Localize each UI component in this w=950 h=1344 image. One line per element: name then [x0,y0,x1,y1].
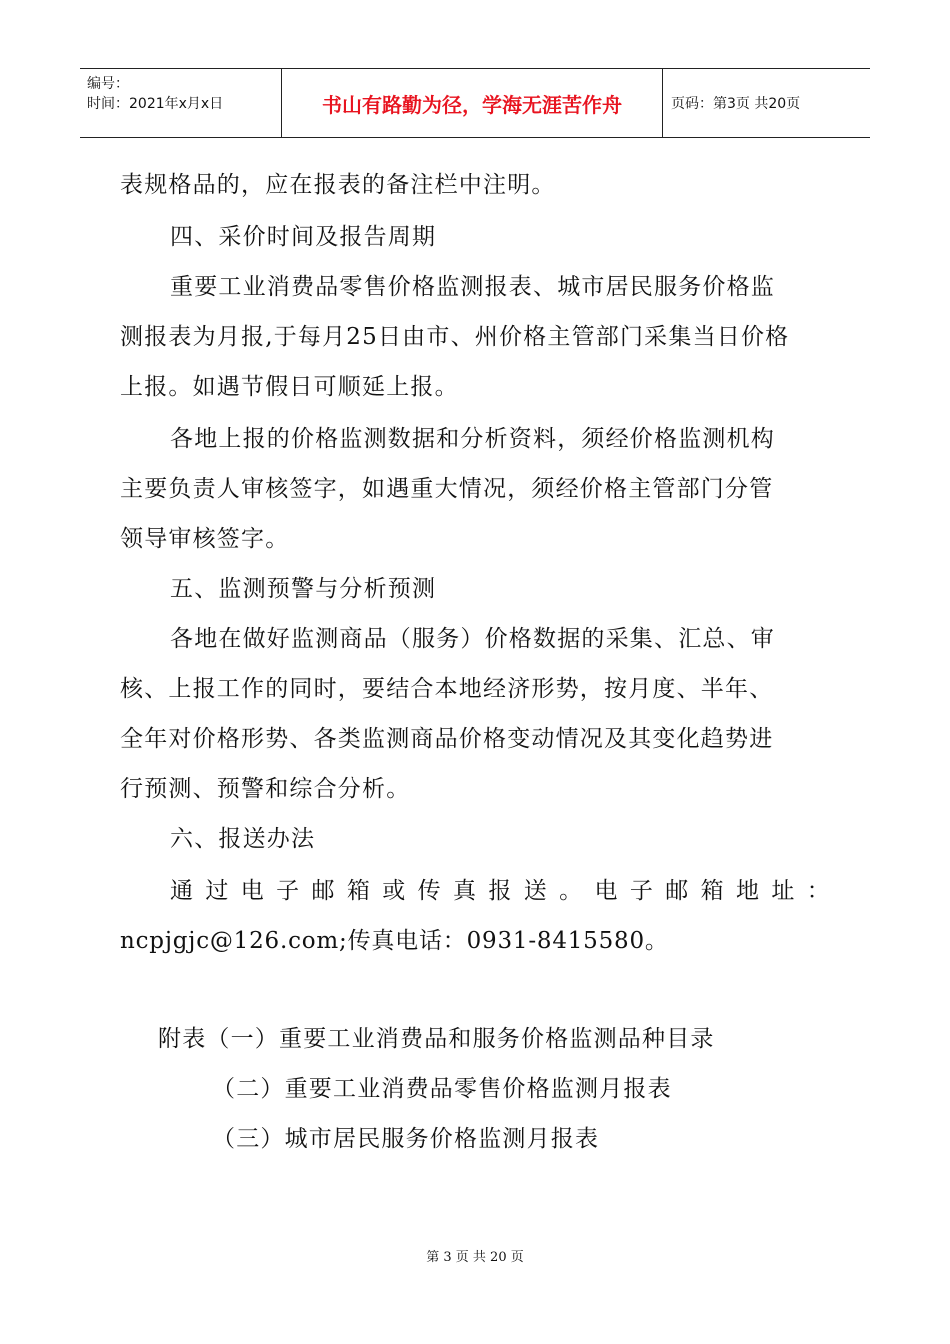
text-line: 测报表为月报,于每月25日由市、州价格主管部门采集当日价格 [120,324,790,350]
text-line: ncpjgjc@126.com;传真电话：0931-8415580。 [120,928,669,954]
text-char: 地 [736,878,759,904]
text-char: 送 [523,878,547,904]
text-line: 表规格品的，应在报表的备注栏中注明。 [120,172,556,198]
text-char: 过 [205,878,229,904]
text-line: 各地上报的价格监测数据和分析资料，须经价格监测机构 [170,426,775,452]
text-char: 电 [594,878,618,904]
header-meta [80,69,282,137]
text-char: 或 [382,878,406,904]
text-char: 传 [417,878,441,904]
attachment-item: （三）城市居民服务价格监测月报表 [212,1126,600,1152]
text-line: 主要负责人审核签字，如遇重大情况，须经价格主管部门分管 [120,476,774,502]
section-heading: 四、采价时间及报告周期 [170,224,437,250]
attachment-item: 附表（一）重要工业消费品和服务价格监测品种目录 [158,1026,715,1052]
text-char: 箱 [700,878,724,904]
text-line: 核、上报工作的同时，要结合本地经济形势，按月度、半年、 [120,676,774,702]
text-line: 行预测、预警和综合分析。 [120,776,411,802]
text-char: 通 [170,878,193,904]
section-heading: 五、监测预警与分析预测 [170,576,437,602]
text-char: 邮 [665,878,689,904]
text-line: 全年对价格形势、各类监测商品价格变动情况及其变化趋势进 [120,726,774,752]
text-char: ： [806,878,830,904]
text-char: 真 [453,878,476,904]
text-char: 电 [240,878,264,904]
text-line: 各地在做好监测商品（服务）价格数据的采集、汇总、审 [170,626,775,652]
page-footer: 第 3 页 共 20 页 [426,1250,524,1265]
text-char: 子 [629,878,653,904]
section-heading: 六、报送办法 [170,826,316,852]
text-line-justified [170,876,830,906]
text-line: 重要工业消费品零售价格监测报表、城市居民服务价格监 [170,274,775,300]
header-page-info: 页码：第3页 共20页 [671,96,801,112]
time-label: 时间：2021年x月x日 [87,96,224,112]
text-line: 上报。如遇节假日可顺延上报。 [120,374,459,400]
attachment-item: （二）重要工业消费品零售价格监测月报表 [212,1076,672,1102]
text-char: 箱 [346,878,370,904]
code-label: 编号： [87,76,129,92]
page-header [80,68,870,138]
text-char: 子 [276,878,300,904]
text-char: 。 [559,878,583,904]
text-char: 址 [771,878,795,904]
text-char: 邮 [311,878,335,904]
header-motto: 书山有路勤为径，学海无涯苦作舟 [282,69,663,137]
text-char: 报 [488,878,512,904]
text-line: 领导审核签字。 [120,526,290,552]
